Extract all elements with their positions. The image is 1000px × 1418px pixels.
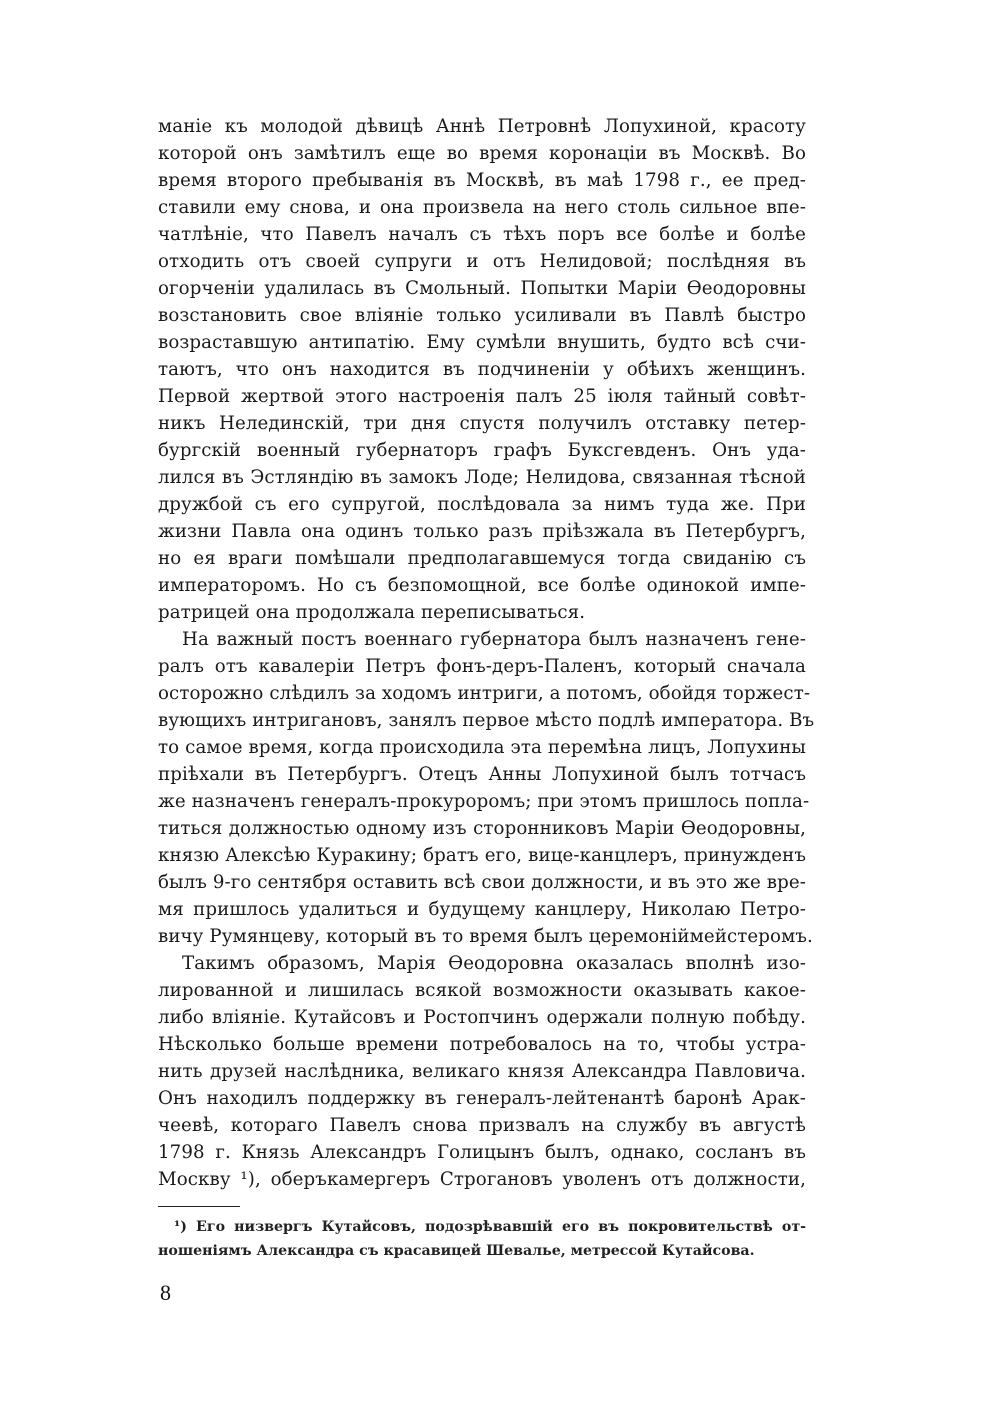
text-line: Онъ находилъ поддержку въ генералъ-лейтенантѣ баронѣ Арак-: [158, 1088, 806, 1109]
text-line: но ея враги помѣшали предполагавшемуся тогда свиданію съ: [158, 548, 806, 569]
text-line: дружбой съ его супругой, послѣдовала за нимъ туда же. При: [158, 494, 806, 515]
text-line: маніе къ молодой дѣвицѣ Аннѣ Петровнѣ Лопухиной, красоту: [158, 116, 806, 137]
footnote: [158, 1215, 806, 1263]
text-line: бургскій военный губернаторъ графъ Буксгевденъ. Онъ уда-: [158, 440, 806, 461]
page-number: 8: [160, 1280, 171, 1305]
footnote-line: ¹) Его низвергъ Кутайсовъ, подозрѣвавшій его въ покровительствѣ от-: [174, 1219, 806, 1235]
text-line: либо вліяніе. Кутайсовъ и Ростопчинъ одержали полную побѣду.: [158, 1007, 806, 1028]
text-line: отходить отъ своей супруги и отъ Нелидовой; послѣдняя въ: [158, 251, 806, 272]
text-line: возстановить свое вліяніе только усиливали въ Павлѣ быстро: [158, 305, 806, 326]
page-body: [158, 113, 815, 1263]
paragraph-1: [158, 113, 806, 626]
footnote-line: ношеніямъ Александра съ красавицей Шевалье, метрессой Кутайсова.: [158, 1243, 755, 1259]
text-line: осторожно слѣдилъ за ходомъ интриги, а потомъ, обойдя торжест-: [158, 683, 811, 704]
text-line: же назначенъ генералъ-прокуроромъ; при этомъ пришлось попла-: [158, 791, 810, 812]
paragraph-2: [158, 626, 815, 950]
text-line: лированной и лишилась всякой возможности оказывать какое-: [158, 980, 806, 1001]
text-line: императоромъ. Но съ безпомощной, все болѣе одинокой импе-: [158, 575, 806, 596]
text-line: На важный постъ военнаго губернатора былъ назначенъ гене-: [182, 629, 806, 650]
text-line: таютъ, что онъ находится въ подчиненіи у обѣихъ женщинъ.: [158, 359, 806, 380]
text-line: былъ 9-го сентября оставить всѣ свои должности, и въ это же вре-: [158, 872, 806, 893]
text-line: никъ Нелединскій, три дня спустя получилъ отставку петер-: [158, 413, 806, 434]
text-line: лился въ Эстляндію въ замокъ Лоде; Нелидова, связанная тѣсной: [158, 467, 806, 488]
text-line: мя пришлось удалиться и будущему канцлеру, Николаю Петро-: [158, 899, 806, 920]
text-line: ратрицей она продолжала переписываться.: [158, 602, 586, 623]
text-line: ставили ему снова, и она произвела на него столь сильное впе-: [158, 197, 806, 218]
text-line: время второго пребыванія въ Москвѣ, въ маѣ 1798 г., ее пред-: [158, 170, 806, 191]
text-line: то самое время, когда происходила эта перемѣна лицъ, Лопухины: [158, 737, 806, 758]
text-line: вующихъ интригановъ, занялъ первое мѣсто подлѣ императора. Въ: [158, 710, 815, 731]
text-line: пріѣхали въ Петербургъ. Отецъ Анны Лопухиной былъ тотчасъ: [158, 764, 806, 785]
text-line: Первой жертвой этого настроенія палъ 25 іюля тайный совѣт-: [158, 386, 806, 407]
text-line: возраставшую антипатію. Ему сумѣли внушить, будто всѣ счи-: [158, 332, 806, 353]
text-line: жизни Павла она одинъ только разъ пріѣзжала въ Петербургъ,: [158, 521, 806, 542]
text-line: чеевѣ, котораго Павелъ снова призвалъ на службу въ августѣ: [158, 1115, 806, 1136]
text-line: Нѣсколько больше времени потребовалось на то, чтобы устра-: [158, 1034, 806, 1055]
text-line: Москву ¹), оберъкамергеръ Строгановъ уволенъ отъ должности,: [158, 1169, 806, 1190]
footnote-divider: [158, 1206, 240, 1207]
text-line: которой онъ замѣтилъ еще во время коронаціи въ Москвѣ. Во: [158, 143, 806, 164]
text-line: 1798 г. Князь Александръ Голицынъ былъ, однако, сосланъ въ: [158, 1142, 806, 1163]
text-line: вичу Румянцеву, который въ то время былъ церемоніймейстеромъ.: [158, 926, 813, 947]
text-line: титься должностью одному изъ сторонниковъ Маріи Өеодоровны,: [158, 818, 806, 839]
text-line: нить друзей наслѣдника, великаго князя Александра Павловича.: [158, 1061, 806, 1082]
text-line: Такимъ образомъ, Марія Өеодоровна оказалась вполнѣ изо-: [182, 953, 806, 974]
paragraph-3: [158, 950, 806, 1193]
text-line: князю Алексѣю Куракину; братъ его, вице-канцлеръ, принужденъ: [158, 845, 806, 866]
text-line: чатлѣніе, что Павелъ началъ съ тѣхъ поръ все болѣе и болѣе: [158, 224, 806, 245]
text-line: ралъ отъ кавалеріи Петръ фонъ-деръ-Паленъ, который сначала: [158, 656, 806, 677]
text-line: огорченіи удалилась въ Смольный. Попытки Маріи Өеодоровны: [158, 278, 806, 299]
